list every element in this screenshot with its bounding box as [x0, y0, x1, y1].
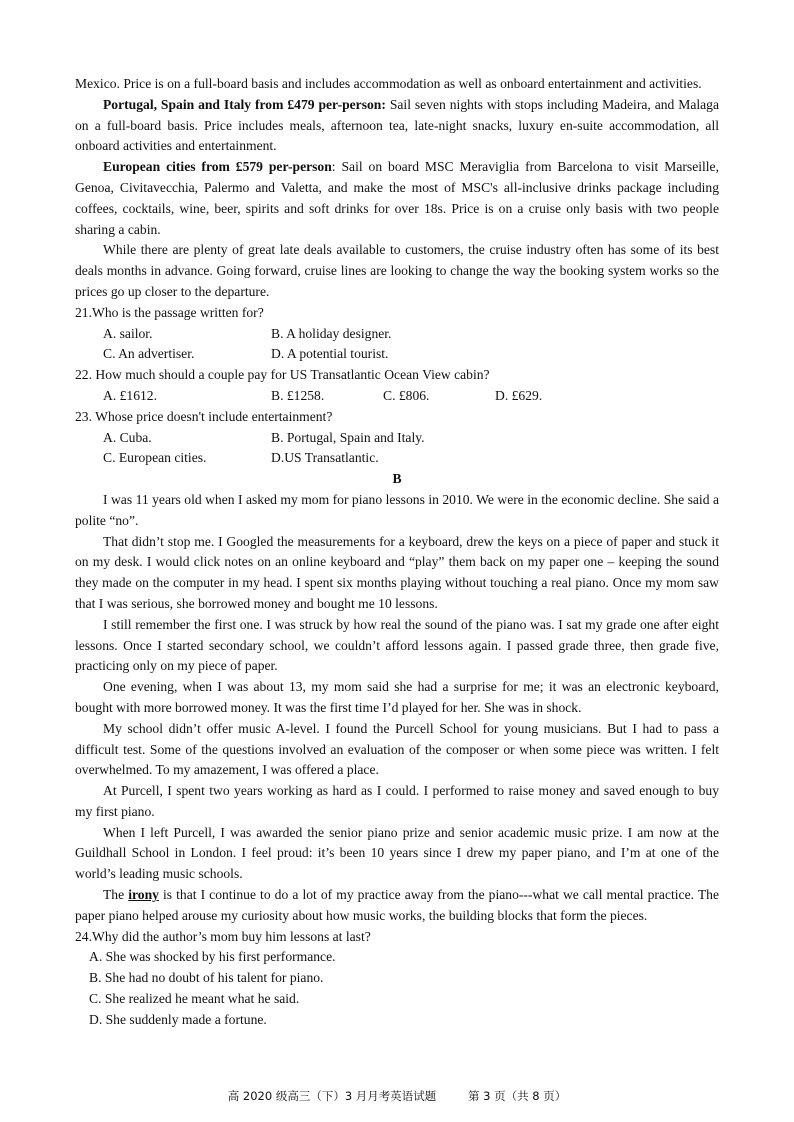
question-21-options — [75, 344, 719, 365]
option-b[interactable]: B. She had no doubt of his talent for piano. — [89, 970, 324, 986]
question-22: 22. How much should a couple pay for US Transatlantic Ocean View cabin? — [75, 367, 490, 383]
passage-a-paragraph — [75, 95, 719, 157]
underlined-word-irony: irony — [128, 887, 159, 903]
passage-b-paragraph: When I left Purcell, I was awarded the senior piano prize and senior academic music prize. I am now at the Guildhall School in London. I feel proud: it’s been 10 years since I drew my paper piano, and I’m at one of the world’s leading music schools. — [75, 824, 719, 882]
passage-b-paragraph — [75, 885, 719, 927]
deal-text: Sail seven nights with stops including Madeira, and Malaga on a full-board basis. Price includes meals, afternoon tea, late-night snacks, luxury en-suite accommodation, all onboard activities and entertainment. — [75, 96, 719, 154]
question-23-options — [75, 448, 719, 469]
option-a[interactable]: A. £1612. — [103, 387, 157, 403]
option-b[interactable]: B. A holiday designer. — [271, 325, 392, 341]
option-a[interactable]: A. sailor. — [103, 325, 153, 341]
passage-a-paragraph: Mexico. Price is on a full-board basis and includes accommodation as well as onboard entertainment and activities. — [75, 76, 702, 91]
page-footer — [0, 1088, 794, 1104]
question-21: 21.Who is the passage written for? — [75, 304, 264, 320]
option-d[interactable]: D. A potential tourist. — [271, 346, 389, 362]
passage-b-paragraph: That didn’t stop me. I Googled the measurements for a keyboard, drew the keys on a piece of paper and stuck it on my desk. I would click notes on an online keyboard and “play” them back on my paper one – keeping the sound they made on the computer in my head. I spent six months playing without touching a real piano. Once my mom saw that I was serious, she borrowed money and bought me 10 lessons. — [75, 533, 719, 611]
option-a[interactable]: A. She was shocked by his first performance. — [89, 949, 336, 965]
option-b[interactable]: B. £1258. — [271, 387, 325, 403]
option-d[interactable]: D.US Transatlantic. — [271, 450, 379, 466]
deal-heading: European cities from £579 per-person — [103, 159, 332, 175]
section-b-heading: B — [392, 471, 402, 487]
option-c[interactable]: C. European cities. — [103, 450, 207, 466]
deal-heading: Portugal, Spain and Italy from £479 per-person: — [103, 96, 386, 112]
passage-a-paragraph — [75, 157, 719, 240]
question-21-options — [75, 324, 719, 345]
page-number: 第 3 页（共 8 页） — [467, 1089, 567, 1103]
option-d[interactable]: D. She suddenly made a fortune. — [89, 1011, 267, 1027]
question-23-options — [75, 428, 719, 449]
text-fragment: The — [103, 887, 129, 903]
option-a[interactable]: A. Cuba. — [103, 429, 152, 445]
deal-text: : Sail on board MSC Meraviglia from Barcelona to visit Marseille, Genoa, Civitavecchia, Palermo and Valetta, and make the most of MSC's all-inclusive drinks package including coffees, cocktails, wine, beer, spirits and soft drinks for over 18s. Price is on a cruise only basis with two people sharing a cabin. — [75, 159, 719, 237]
option-c[interactable]: C. An advertiser. — [103, 346, 195, 362]
option-b[interactable]: B. Portugal, Spain and Italy. — [271, 429, 425, 445]
option-c[interactable]: C. £806. — [383, 387, 430, 403]
passage-b-paragraph: I still remember the first one. I was struck by how real the sound of the piano was. I sat my grade one after eight lessons. Once I started secondary school, we couldn’t afford lessons again. I passed grade three, then grade five, practicing only on my piece of paper. — [75, 616, 719, 674]
passage-b-paragraph: I was 11 years old when I asked my mom for piano lessons in 2010. We were in the economic decline. She said a polite “no”. — [75, 491, 719, 528]
passage-b-paragraph: My school didn’t offer music A-level. I found the Purcell School for young musicians. But I had to pass a difficult test. Some of the questions involved an evaluation of the composer or when some piece was written. I felt overwhelmed. To my amazement, I was offered a place. — [75, 720, 719, 778]
option-c[interactable]: C. She realized he meant what he said. — [89, 991, 300, 1007]
passage-b-paragraph: One evening, when I was about 13, my mom said she had a surprise for me; it was an electronic keyboard, bought with more borrowed money. It was the first time I’d played for her. She was in shock. — [75, 679, 719, 715]
exam-page — [75, 74, 719, 1031]
passage-b-paragraph: At Purcell, I spent two years working as hard as I could. I performed to raise money and saved enough to buy my first piano. — [75, 783, 719, 819]
option-d[interactable]: D. £629. — [495, 387, 543, 403]
question-24: 24.Why did the author’s mom buy him lessons at last? — [75, 928, 371, 944]
question-23: 23. Whose price doesn't include entertainment? — [75, 408, 333, 424]
exam-title: 高 2020 级高三（下）3 月月考英语试题 — [227, 1089, 437, 1103]
passage-a-paragraph: While there are plenty of great late deals available to customers, the cruise industry often has some of its best deals months in advance. Going forward, cruise lines are looking to change the way the booking system works so the prices go up closer to the departure. — [75, 242, 719, 299]
text-fragment: is that I continue to do a lot of my practice away from the piano---what we call mental practice. The paper piano helped arouse my curiosity about how music works, the building blocks that form the pieces. — [75, 887, 719, 923]
question-22-options — [75, 386, 719, 407]
